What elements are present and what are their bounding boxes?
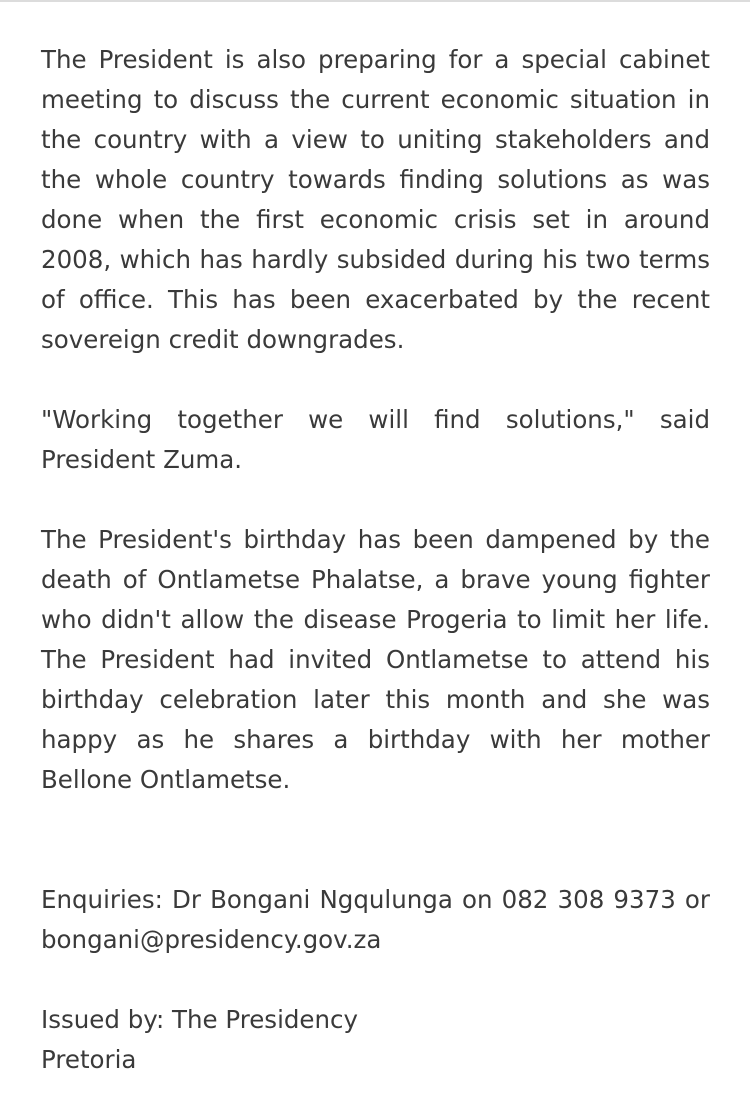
paragraph-spacer bbox=[41, 960, 710, 1000]
issue-location: Pretoria bbox=[41, 1045, 137, 1074]
enquiries-contact: Enquiries: Dr Bongani Ngqulunga on 082 308 9373 or bongani@presidency.gov.za bbox=[41, 885, 710, 954]
issued-by: Issued by: The Presidency bbox=[41, 1005, 359, 1034]
paragraph-spacer bbox=[41, 360, 710, 400]
press-release-body bbox=[41, 40, 710, 1080]
top-divider bbox=[0, 0, 750, 2]
paragraph-quote: "Working together we will find solutions," said President Zuma. bbox=[41, 405, 710, 474]
paragraph-spacer bbox=[41, 480, 710, 520]
paragraph-birthday: The President's birthday has been dampened by the death of Ontlametse Phalatse, a brave young fighter who didn't allow the disease Progeria to limit her life. The President had invited Ontlametse to attend his birthday celebration later this month and she was happy as he shares a birthday with her mother Bellone Ontlametse. bbox=[41, 525, 710, 794]
section-spacer bbox=[41, 800, 710, 880]
paragraph-economic-situation: The President is also preparing for a special cabinet meeting to discuss the current economic situation in the country with a view to uniting stakeholders and the whole country towards finding solutions as was done when the first economic crisis set in around 2008, which has hardly subsided during his two terms of office. This has been exacerbated by the recent sovereign credit downgrades. bbox=[41, 45, 710, 354]
